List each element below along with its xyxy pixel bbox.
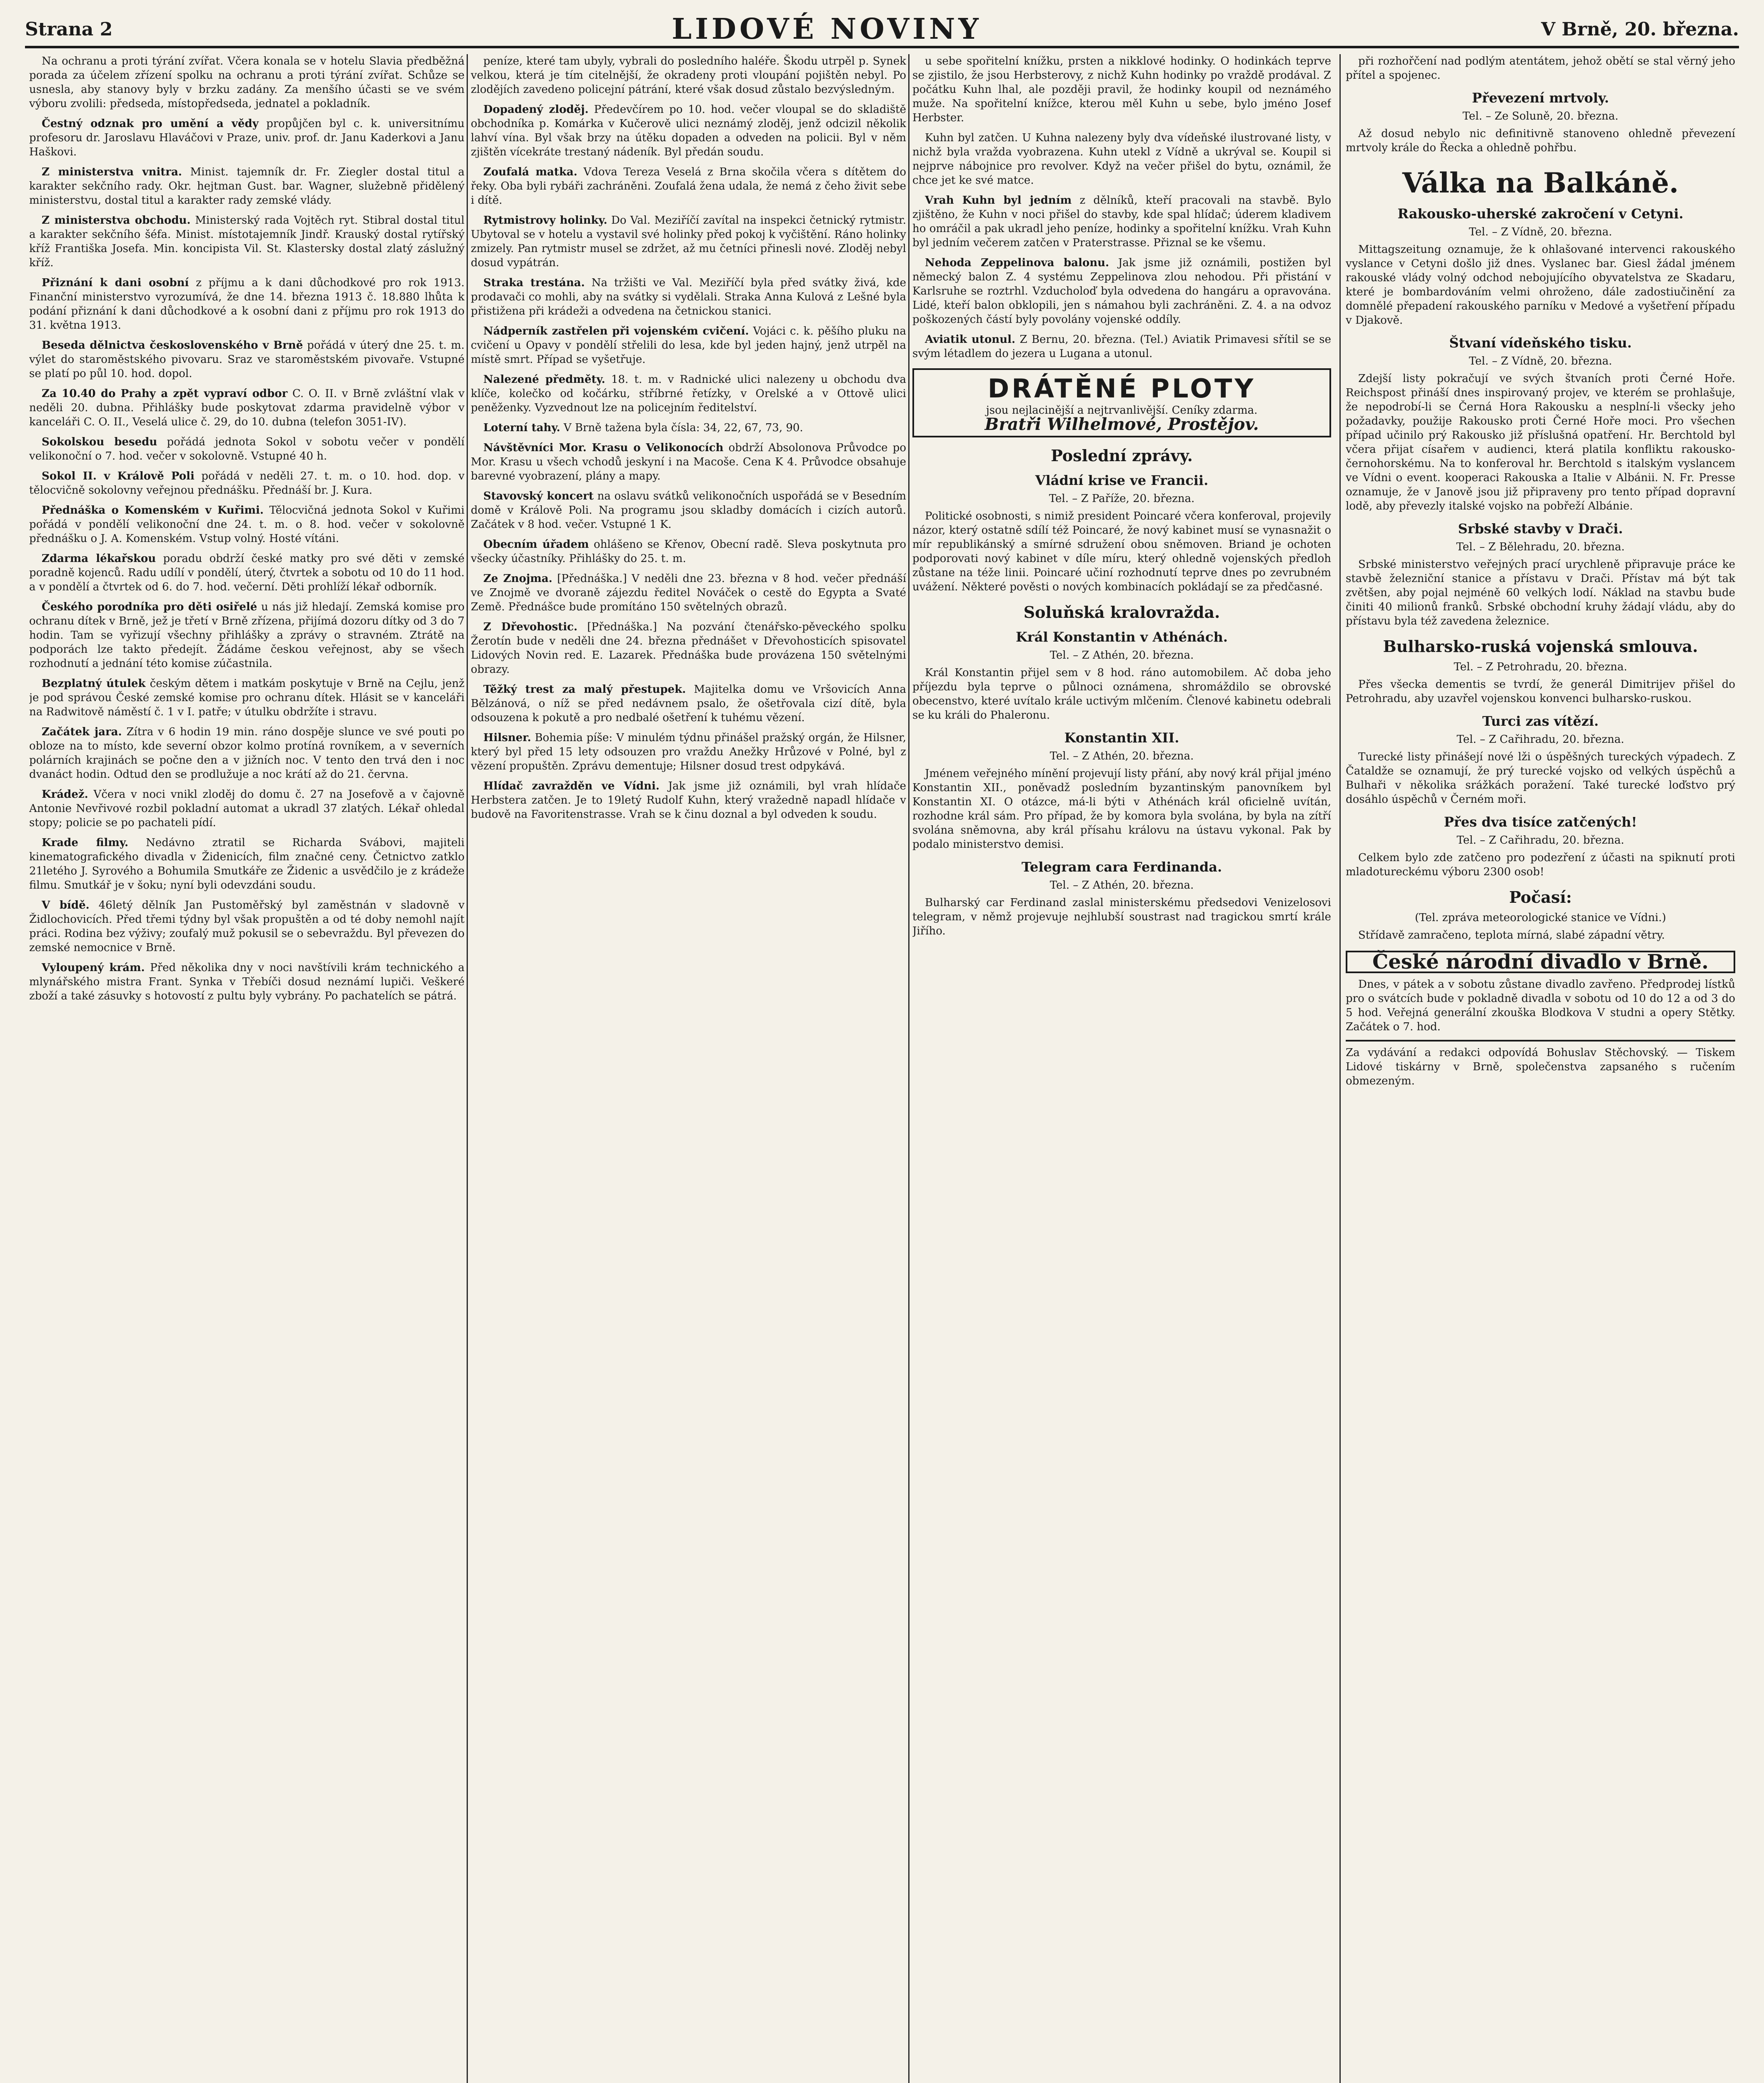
article-paragraph [471, 682, 906, 725]
article-text: Střídavě zamračeno, teplota mírná, slabé západní větry. [1358, 929, 1665, 942]
ad-firm-name: Bratři Wilhelmové, Prostějov. [984, 415, 1259, 434]
column-2 [471, 54, 906, 2083]
article-paragraph [912, 509, 1331, 594]
article-text: českým dětem i matkám poskytuje v Brně na Cejlu, jenž je pod správou České zemské komise pro ochranu dítek. Hlásit se v kanceláři na Radwitově náměstí č. 1 v I. patře; v útulku obdržíte i stravu. [29, 677, 465, 718]
article-lead: Vyloupený krám. [42, 962, 145, 974]
article-lead: Vrah Kuhn byl jedním [925, 194, 1072, 207]
article-paragraph [29, 387, 465, 429]
telegram-dateline: Tel. – Z Athén, 20. března. [1049, 750, 1194, 762]
article-paragraph [471, 620, 906, 677]
article-paragraph [471, 779, 906, 822]
article-lead: Přiznání k dani osobní [42, 277, 189, 289]
article-paragraph [912, 256, 1331, 327]
article-text: Jak jsme již oznámili, postižen byl německý balon Z. 4 systému Zeppelinova zlou nehodou. Při přistání v Karlsruhe se roztrhl. Vzducholoď byla odvedena do hangáru a opravována. Lidé, kteří balon obklopili, jen s námahou byli zachráněni. Z. 4. a na odvoz poškozených částí byly povolány vojenské oddíly. [912, 257, 1331, 326]
article-paragraph [29, 338, 465, 381]
article-lead: Dopadený zloděj. [483, 103, 589, 116]
article-paragraph [29, 435, 465, 463]
article-text: [Přednáška.] V neděli dne 23. března v 8 hod. večer přednáší ve Znojmě ve dvoraně zájezdu ředitel Nováček o cestě do Egypta a Svaté Země. Přednášce bude promítáno 150 světelných obrazů. [471, 572, 906, 613]
article-text: Kuhn byl zatčen. U Kuhna nalezeny byly dva vídeňské ilustrované listy, v nichž byla vražda vyobrazena. Kuhn utekl z Vídně a ukrýval se. Koupil si nejprve nábojnice pro revolver. Když na večer přišel do bytu, oznámil, že chce jet ke své matce. [912, 132, 1331, 187]
article-paragraph [912, 332, 1331, 361]
article-paragraph [29, 725, 465, 782]
article-text: pořádá v úterý dne 25. t. m. výlet do staroměstského pivovaru. Sraz ve staroměstském pivovaře. Vstupné se platí po půl 10. hod. dopol. [29, 339, 465, 380]
article-paragraph [471, 213, 906, 270]
article-text: obdrží Absolonova Průvodce po Mor. Krasu u všech vchodů jeskyní i na Macoše. Cena K 4. Průvodce obsahuje barevné vyobrazení, plány a mapy. [471, 442, 906, 482]
article-headline: Rakousko-uherské zakročení v Cetyni. [1397, 206, 1684, 222]
article-paragraph [1346, 851, 1735, 879]
article-text: z příjmu a k dani důchodkové pro rok 1913. Finanční ministerstvo vyrozumívá, že dne 14. března 1913 č. 18.880 lhůta k podání přiznání k dani důchodkové a k osobní dani z příjmu pro rok 1913 do 31. května 1913. [29, 277, 465, 332]
article-headline: Turci zas vítězí. [1482, 713, 1599, 729]
article-paragraph [29, 836, 465, 892]
article-text: propůjčen byl c. k. universitnímu profesoru dr. Jaroslavu Hlaváčovi v Praze, univ. prof. dr. Janu Kaderkovi a Janu Haškovi. [29, 117, 465, 158]
article-lead: Z ministerstva vnitra. [42, 166, 182, 178]
article-paragraph [29, 787, 465, 830]
article-text: Do Val. Meziříčí zavítal na inspekci četnický rytmistr. Ubytoval se v hotelu a vystavil své holinky před pokoj k vyčištění. Ráno holinky zmizely. Pan rytmistr musel se zdržet, až mu četníci přinesli nové. Zloděj nebyl dosud vypátrán. [471, 214, 906, 269]
article-text: Turecké listy přinášejí nové lži o úspěšných tureckých výpadech. Z Čataldže se oznamují, že prý turecké vojsko od velkých úspěchů a Bulhaři v několika srážkách poražení. Také turecké loďstvo prý dosáhlo úspěchů v Černém moři. [1346, 751, 1735, 806]
article-paragraph [1346, 557, 1735, 628]
article-text: Až dosud nebylo nic definitivně stanoveno ohledně převezení mrtvoly krále do Řecka a ohledně pohřbu. [1346, 127, 1735, 154]
article-text: Z Bernu, 20. března. (Tel.) Aviatik Primavesi sřítil se se svým létadlem do jezera u Lugana a utonul. [912, 333, 1331, 360]
column-rule [1339, 54, 1341, 2083]
article-headline: Konstantin XII. [1064, 730, 1179, 746]
article-text: Vdova Tereza Veselá z Brna skočila včera s dítětem do řeky. Oba byli rybáři zachráněni. Zoufalá žena udala, že nemá z čeho živit sebe i dítě. [471, 166, 906, 207]
article-text: 18. t. m. v Radnické ulici nalezeny u obchodu dva klíče, kolečko od kočárku, stříbrné řetízky, v Orelské a v Ottově ulici peněženky. Vyzvednout lze na policejním ředitelství. [471, 373, 906, 414]
article-lead: Za 10.40 do Prahy a zpět vypraví odbor [42, 387, 288, 400]
article-headline: Král Konstantin v Athénách. [1016, 629, 1228, 645]
article-text: Majitelka domu ve Vršovicích Anna Bělzánová, o níž se před nedávnem psalo, že ošetřovala cizí dítě, byla odsouzena k pokutě a pro nedbalé ošetření k tuhému vězení. [471, 683, 906, 724]
article-lead: Z ministerstva obchodu. [42, 214, 191, 227]
article-headline: Telegram cara Ferdinanda. [1021, 859, 1222, 875]
article-text: při rozhořčení nad podlým atentátem, jehož obětí se stal věrný jeho přítel a spojenec. [1346, 55, 1735, 82]
article-lead: Krade filmy. [42, 837, 129, 849]
telegram-dateline: Tel. – Z Paříže, 20. března. [1049, 492, 1195, 505]
telegram-dateline: Tel. – Z Petrohradu, 20. března. [1454, 661, 1627, 673]
telegram-dateline: Tel. – Z Bělehradu, 20. března. [1456, 541, 1625, 553]
article-lead: Zoufalá matka. [483, 166, 577, 178]
article-text: Minist. tajemník dr. Fr. Ziegler dostal titul a karakter sekčního rady. Okr. hejtman Gust. bar. Wagner, služebně přidělený ministerstvu, dostal titul a karakter rady zemské vlády. [29, 166, 465, 207]
article-paragraph [29, 54, 465, 111]
article-paragraph [1346, 54, 1735, 82]
article-paragraph [912, 767, 1331, 852]
article-paragraph [471, 441, 906, 483]
article-paragraph [1346, 127, 1735, 155]
article-text: [Přednáška.] Na pozvání čtenářsko-pěveckého spolku Žerotín bude v neděli dne 24. března přednášet v Dřevohosticích spisovatel Lidových Novin red. E. Lazarek. Přednáška bude provázena 150 světelnými obrazy. [471, 621, 906, 676]
article-text: Celkem bylo zde zatčeno pro podezření z účasti na spiknutí proti mladotureckému výboru 2300 osob! [1346, 852, 1735, 878]
telegram-dateline: Tel. – Z Athén, 20. března. [1049, 879, 1194, 892]
article-lead: Nehoda Zeppelinova balonu. [925, 257, 1109, 269]
article-lead: Přednáška o Komenském v Kuřimi. [42, 504, 264, 517]
article-lead: Těžký trest za malý přestupek. [483, 683, 686, 696]
article-text: Politické osobnosti, s nimiž president Poincaré včera konferoval, projevily názor, který ostatně sdílí též Poincaré, že nový kabinet musí se vynasnažit o mír republikánský a smírné sdružení obou sněmoven. Briand je ochoten podporovati nový kabinet v díle míru, který ohledně vojenských předloh zůstane na téže linii. Poincaré učiní rozhodnutí teprve dnes po zevrubném uvážení. Některé pověsti o nových kombinacích pokládají se za předčasné. [912, 510, 1331, 593]
article-lead: Ze Znojma. [483, 572, 552, 585]
article-paragraph [29, 961, 465, 1003]
article-paragraph [471, 165, 906, 207]
article-paragraph [912, 666, 1331, 722]
article-paragraph [1346, 928, 1735, 942]
article-lead: Nádperník zastřelen při vojenském cvičení. [483, 325, 749, 337]
article-paragraph [912, 131, 1331, 187]
imprint: Za vydávání a redakci odpovídá Bohuslav Stěchovský. — Tiskem Lidové tiskárny v Brně, společenstva zapsaného s ručením obmezeným. [1346, 1040, 1735, 1088]
article-text: u sebe spořitelní knížku, prsten a nikklové hodinky. O hodinkách teprve se zjistilo, že jsou Herbsterovy, z nichž Kuhn hodinky po vraždě prodával. Z počátku Kuhn lhal, ale později pravil, že hodinky koupil od neznámého muže. Na spořitelní knížce, kterou měl Kuhn u sebe, bylo jméno Josef Herbster. [912, 55, 1331, 124]
article-text: Jak jsme již oznámili, byl vrah hlídače Herbstera zatčen. Je to 19letý Rudolf Kuhn, který vražedně napadl hlídače v budově na Favoritenstrasse. Vrah se k činu doznal a byl odveden k soudu. [471, 780, 906, 821]
article-lead: Loterní tahy. [483, 422, 560, 434]
article-lead: Hlídač zavražděn ve Vídni. [483, 780, 660, 792]
masthead [25, 12, 1739, 48]
article-paragraph [29, 898, 465, 955]
article-paragraph [29, 469, 465, 497]
article-paragraph [29, 600, 465, 671]
telegram-dateline: Tel. – Z Vídně, 20. března. [1469, 226, 1612, 238]
article-lead: Krádež. [42, 788, 88, 801]
article-paragraph [29, 677, 465, 719]
article-lead: Čestný odznak pro umění a vědy [42, 117, 259, 130]
article-lead: Sokolskou besedu [42, 436, 157, 448]
section-heading: Bulharsko-ruská vojenská smlouva. [1383, 637, 1698, 656]
article-lead: Straka trestána. [483, 277, 585, 289]
article-headline: Srbské stavby v Drači. [1458, 521, 1623, 537]
column-4 [1346, 54, 1735, 2083]
article-text: C. O. II. v Brně zvláštní vlak v neděli 20. dubna. Přihlášky bude poskytovat zdarma pravidelně výbor v kanceláři C. O. II., Veselá ulice č. 29, do 10. dubna (telefon 3051-IV). [29, 387, 465, 428]
telegram-dateline: (Tel. zpráva meteorologické stanice ve Vídni.) [1414, 912, 1667, 924]
article-text: z dělníků, kteří pracovali na stavbě. Bylo zjištěno, že Kuhn v noci přišel do stavby, kde spal hlídač; úderem kladivem ho omráčil a pak ukradl jeho peníze, hodinky a spořitelní knížku. Vrah Kuhn byl jedním večerem zatčen v Praterstrasse. Přiznal se ke všemu. [912, 194, 1331, 249]
column-rule [467, 54, 468, 2083]
article-lead: Nalezené předměty. [483, 373, 605, 386]
article-paragraph [471, 372, 906, 415]
article-headline: Vládní krise ve Francii. [1035, 472, 1209, 488]
article-text: Vojáci c. k. pěšího pluku na cvičení u Opavy v pondělí střelili do lesa, kde byl jeden hajný, jenž utrpěl na místě smrt. Případ se vyšetřuje. [471, 325, 906, 366]
article-lead: Obecním úřadem [483, 538, 589, 551]
article-paragraph [1346, 372, 1735, 513]
article-paragraph [29, 276, 465, 332]
article-text: Před několika dny v noci navštívili krám technického a mlynářského mistra Frant. Synka v Třebíči dosud neznámí lupiči. Veškeré zboží a také zásuvky s hotovostí z pultu byly vybrány. Po pachatelích se pátrá. [29, 962, 465, 1002]
article-paragraph [1346, 750, 1735, 807]
section-heading-large: Válka na Balkáně. [1402, 167, 1679, 199]
article-paragraph [29, 503, 465, 546]
article-text: u nás již hledají. Zemská komise pro ochranu dítek v Brně, jež je třetí v Brně zřízena, přijímá dozoru dítky od 3 do 7 hodin. Tam se vyřizují všechny přihlášky a zprávy o stravném. Ztrátě na podporách lze takto předejít. Žádáme českou veřejnost, aby se všech rozhodnutí a jednání této komise zúčastnila. [29, 601, 465, 670]
article-text: Předevčírem po 10. hod. večer vloupal se do skladiště obchodníka p. Komárka v Kučerově ulici neznámý zloděj, jenž odcizil několik lahví vína. Byl však brzy na útěku dopaden a odveden na policii. Byl v něm zjištěn vícekráte trestaný nádeník. Byl předán soudu. [471, 103, 906, 158]
section-heading: Soluňská kralovražda. [1023, 603, 1220, 622]
article-text: Na tržišti ve Val. Meziříčí byla před svátky živá, kde prodavači co mohli, aby na svátky si vydělali. Straka Anna Kulová z Lešné byla přistižena při krádeži a odvedena na četnickou stanici. [471, 277, 906, 317]
article-paragraph [471, 537, 906, 566]
article-paragraph [29, 165, 465, 207]
article-text: V Brně tažena byla čísla: 34, 22, 67, 73, 90. [563, 422, 803, 434]
column-rule [908, 54, 909, 2083]
article-text: Dnes, v pátek a v sobotu zůstane divadlo zavřeno. Předprodej lístků pro o svátcích bude v pokladně divadla v sobotu od 10 do 12 a od 3 do 5 hod. Veřejná generální zkouška Blodkova V studni a opery Stětky. Začátek o 7. hod. [1346, 978, 1735, 1033]
article-paragraph [1346, 677, 1735, 706]
article-lead: Rytmistrovy holinky. [483, 214, 607, 227]
article-paragraph [29, 213, 465, 270]
ad-subtitle: jsou nejlacinější a nejtrvanlivější. Ceníky zdarma. [986, 404, 1258, 417]
telegram-dateline: Tel. – Ze Soluně, 20. března. [1462, 110, 1619, 122]
article-text: Zítra v 6 hodin 19 min. ráno dospěje slunce ve své pouti po obloze na to místo, kde severní obzor kolmo protíná rovníkem, a v severních polárních krajinách se počne den a v jižních noc. V tento den trvá den i noc dvanáct hodin. Odtud den se prodlužuje a noc krátí až do 21. června. [29, 726, 465, 781]
article-text: Jménem veřejného mínění projevují listy přání, aby nový král přijal jméno Konstantin XII., poněvadž posledním byzantinským panovníkem byl Konstantin XI. O otázce, má-li býti v Athénách král oficielně uvítán, rozhodne král sám. Pro případ, že by komora byla svolána, by byla na zítří svolána sněmovna, aby král přísahu královu na ústavu vykonal. Pak by podalo ministerstvo demisi. [912, 767, 1331, 851]
article-paragraph [471, 102, 906, 159]
article-lead: Hilsner. [483, 732, 531, 744]
article-paragraph [912, 896, 1331, 938]
ad-title: DRÁTĚNÉ PLOTY [987, 373, 1256, 404]
article-lead: Bezplatný útulek [42, 677, 146, 690]
telegram-dateline: Tel. – Z Cařihradu, 20. března. [1457, 733, 1624, 746]
theatre-heading: České národní divadlo v Brně. [1346, 951, 1735, 973]
article-paragraph [1346, 977, 1735, 1034]
telegram-dateline: Tel. – Z Vídně, 20. března. [1469, 355, 1612, 367]
article-paragraph [471, 489, 906, 532]
article-lead: Zdarma lékařskou [42, 552, 156, 565]
article-text: Včera v noci vnikl zloděj do domu č. 27 na Josefově a v čajovně Antonie Nevřivové rozbil pokladní automat a ukradl 37 zlatých. Lékař ohledal stopy; policie se po pachateli pídí. [29, 788, 465, 829]
article-text: Mittagszeitung oznamuje, že k ohlašované intervenci rakouského vyslance v Cetyni došlo již dnes. Vyslanec bar. Giesl žádal jménem rakouské vlády volný odchod nebojujícího obyvatelstva ze Skadaru, které je bombardováním velmi ohroženo, dále zadostiučinění za domnělé přepadení rakouského parníku v Medové a vyšetření případu v Djakově. [1346, 243, 1735, 327]
article-lead: Sokol II. v Králově Poli [42, 470, 195, 482]
article-text: Ministerský rada Vojtěch ryt. Stibral dostal titul a karakter sekčního šéfa. Minist. místotajemník Jindř. Krauský dostal rytířský kříž Františka Josefa. Min. koncipista Vil. St. Klastersky dostal zlatý záslužný kříž. [29, 214, 465, 269]
article-paragraph [471, 421, 906, 435]
article-text: Zdejší listy pokračují ve svých štvaních proti Černé Hoře. Reichspost přináší dnes inspirovaný projev, ve kterém se prohlašuje, že nepodrobí-li se Černá Hora Rakousku a nesplní-li všecky jeho požadavky, použije Rakousko proti Černé Hoře moci. Pro všechen případ učinilo prý Rakousko již příslušná opatření. Hr. Berchtold byl včera přijat císařem v audienci, která platila konfliktu rakousko-černohorskému. Na to konferoval hr. Berchtold s italským vyslancem ve Vídni o event. kooperaci Rakouska a Italie v Albánii. N. Fr. Presse oznamuje, že v Janově jsou již připraveny pro tento případ dopravní lodě, aby převezly italské vojsko na pobřeží Albánie. [1346, 372, 1735, 512]
article-text: Na ochranu a proti týrání zvířat. Včera konala se v hotelu Slavia předběžná porada za účelem zřízení spolku na ochranu a proti týrání zvířat. Schůze se usnesla, aby stanovy byly v brzku zadány. Za menšího účasti se ve svém výboru zvolili: předseda, místopředseda, jednatel a pokladník. [29, 55, 465, 110]
article-lead: Aviatik utonul. [925, 333, 1016, 346]
article-paragraph [29, 117, 465, 159]
article-paragraph [912, 54, 1331, 125]
article-text: Přes všecka dementis se tvrdí, že generál Dimitrijev přišel do Petrohradu, aby uzavřel vojenskou konvenci bulharsko-ruskou. [1346, 678, 1735, 705]
article-headline: Štvaní vídeňského tisku. [1449, 335, 1632, 351]
article-paragraph [912, 193, 1331, 250]
article-text: Bohemia píše: V minulém týdnu přinášel pražský orgán, že Hilsner, který byl před 15 lety odsouzen pro vraždu Anežky Hrůzové v Polné, byl z vězení propuštěn. Zprávu dementuje; Hilsner dosud trest odpykává. [471, 732, 906, 772]
article-paragraph [471, 572, 906, 614]
article-lead: Stavovský koncert [483, 490, 594, 502]
article-text: Nedávno ztratil se Richarda Svábovi, majiteli kinematografického divadla v Židenicích, film značné ceny. Četnictvo zatklo 21letého J. Syrového a Bohumila Smutkáře ze Židenic a usvědčilo je z krádeže filmu. Smutkář je v šoku; nyní byli odevzdáni soudu. [29, 837, 465, 892]
page-number: Strana 2 [25, 18, 113, 40]
article-paragraph [1346, 242, 1735, 327]
article-paragraph [29, 552, 465, 594]
article-text: peníze, které tam ubyly, vybrali do posledního haléře. Škodu utrpěl p. Synek velkou, která je tím citelnější, že okradeny proti vloupání pojištěn nebyl. Po zlodějích zavedeno policejní pátrání, které však dosud zůstalo bezvýsledným. [471, 55, 906, 96]
column-3 [912, 54, 1331, 2083]
article-lead: Z Dřevohostic. [483, 621, 578, 633]
article-text: ohlášeno se Křenov, Obecní radě. Sleva poskytnuta pro všecky účastníky. Přihlášky do 25. t. m. [471, 538, 906, 565]
article-text: 46letý dělník Jan Pustoměřský byl zaměstnán v sladovně v Židlochovicích. Před třemi týdny byl však propuštěn a od té doby nemohl najít práci. Rodina bez výživy; zoufalý muž pokusil se o sebevraždu. Byl převezen do zemské nemocnice v Brně. [29, 899, 465, 954]
newspaper-title: LIDOVÉ NOVINY [672, 12, 982, 46]
article-lead: Beseda dělnictva československého v Brně [42, 339, 303, 352]
article-text: Král Konstantin přijel sem v 8 hod. ráno automobilem. Ač doba jeho příjezdu byla teprve o půlnoci oznámena, shromáždilo se obrovské obecenstvo, které uvítalo krále uctivým mlčením. Členové kabinetu odebrali se ku králi do Phaleronu. [912, 667, 1331, 722]
section-heading: Poslední zprávy. [1051, 446, 1193, 465]
column-1 [29, 54, 465, 2083]
article-paragraph [471, 731, 906, 773]
article-lead: V bídě. [42, 899, 90, 912]
article-lead: Českého porodníka pro děti osiřelé [42, 601, 257, 613]
article-text: pořádá jednota Sokol v sobotu večer v pondělí velikonoční o 7. hod. večer v sokolovně. Vstupné 40 h. [29, 436, 465, 462]
article-paragraph [471, 276, 906, 318]
dateline: V Brně, 20. března. [1541, 18, 1739, 40]
article-headline: Přes dva tisíce zatčených! [1444, 814, 1637, 830]
article-lead: Návštěvníci Mor. Krasu o Velikonocích [483, 442, 724, 454]
article-text: poradu obdrží české matky pro své děti v zemské poradně kojenců. Radu udílí v pondělí, úterý, čtvrtek a sobotu od 10 do 11 hod. a v pondělí a čtvrtek od 6. do 7. hod. večerní. Děti prohlíží lékař odborník. [29, 552, 465, 593]
article-paragraph [471, 54, 906, 97]
telegram-dateline: Tel. – Z Athén, 20. března. [1049, 649, 1194, 662]
article-text: Srbské ministerstvo veřejných prací urychleně připravuje práce ke stavbě železniční stanice a přístavu v Drači. Přístav má být tak zvětšen, aby pojal nejméně 60 velkých lodí. Náklad na stavbu bude činiti 40 milionů franků. Srbské obchodní kruhy žádají vládu, aby do přístavu byla též zavedena železnice. [1346, 558, 1735, 627]
article-text: Tělocvičná jednota Sokol v Kuřimi pořádá v pondělí velikonoční dne 24. t. m. o 8. hod. večer v sokolovně přednášku o J. A. Komenském. Vstup volný. Hosté vítáni. [29, 504, 465, 545]
telegram-dateline: Tel. – Z Cařihradu, 20. března. [1457, 834, 1624, 847]
advertisement-box [912, 368, 1331, 437]
article-paragraph [471, 324, 906, 367]
section-heading: Počasí: [1509, 888, 1572, 907]
article-headline: Převezení mrtvoly. [1472, 90, 1609, 106]
article-text: pořádá v neděli 27. t. m. o 10. hod. dop. v tělocvičně sokolovny veřejnou přednášku. Přednáší br. J. Kura. [29, 470, 465, 497]
article-text: Bulharský car Ferdinand zaslal ministerskému předsedovi Venizelosovi telegram, v němž projevuje nejhlubší soustrast nad tragickou smrtí krále Jiřího. [912, 897, 1331, 937]
article-lead: Začátek jara. [42, 726, 122, 738]
article-text: na oslavu svátků velikonočních uspořádá se v Besedním domě v Králově Poli. Na programu jsou skladby domácích i cizích autorů. Začátek v 8 hod. večer. Vstupné 1 K. [471, 490, 906, 531]
